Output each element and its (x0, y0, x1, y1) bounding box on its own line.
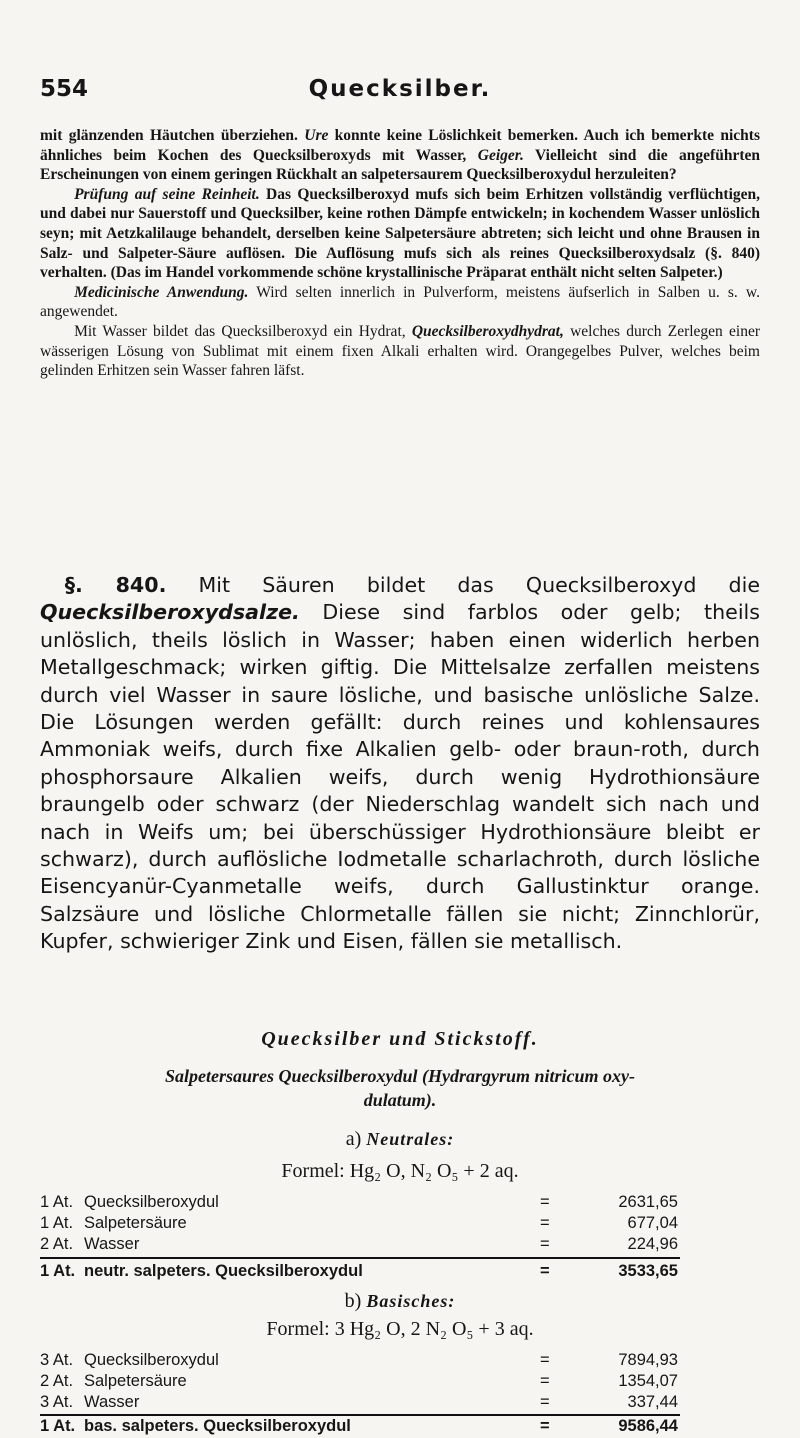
neutral-label: a) Neutrales: (345, 1128, 455, 1150)
neutral-formula: Formel: Hg₂ O, N₂ O₅ + 2 aq. (281, 1160, 519, 1182)
basic-formula: Formel: 3 Hg₂ O, 2 N₂ O₅ + 3 aq. (266, 1318, 534, 1340)
table-row: 3 At. Wasser = 337,44 (40, 1393, 678, 1411)
compound-title: Salpetersaures Quecksilberoxydul (Hydrargyrum nitricum oxy- dulatum). (164, 1066, 636, 1110)
page-header (40, 76, 760, 112)
table-total-row: 1 At. bas. salpeters. Quecksilberoxydul = 9586,44 (40, 1417, 678, 1435)
running-title: Quecksilber. (308, 76, 492, 102)
table-row: 1 At. Salpetersäure = 677,04 (40, 1214, 678, 1232)
table-rule (40, 1257, 680, 1259)
section-heading: Quecksilber und Stickstoff. (261, 1028, 539, 1050)
hydrat-paragraph: Mit Wasser bildet das Quecksilberoxyd ein Hydrat, Quecksilberoxydhydrat, welches durch Zerlegen einer wässerigen Lösung von Sublimat mit einem fixen Alkali erhalten wird. Orangegelbes Pulver, welches beim gelinden Erhitzen sein Wasser fahren läfst. (40, 322, 761, 380)
table-row: 3 At. Quecksilberoxydul = 7894,93 (40, 1351, 678, 1369)
section-840: §. 840. Mit Säuren bildet das Quecksilberoxyd die Quecksilberoxydsalze. Diese sind farblos oder gelb; theils unlöslich, theils löslich in Wasser; haben einen widerlich herben Metallgeschmack; wirken giftig. Die Mittelsalze zerfallen meistens durch viel Wasser in saure lösliche, und basische unlösliche Salze. Die Lösungen werden gefällt: durch reines und kohlensaures Ammoniak weifs, durch fixe Alkalien gelb- oder braun-roth, durch phosphorsaure Alkalien weifs, durch wenig Hydrothionsäure braungelb oder schwarz (der Niederschlag wandelt sich nach und nach in Weifs um; bei überschüssiger Hydrothionsäure bleibt er schwarz), durch auflösliche Iodmetalle scharlachroth, durch lösliche Eisencyanür-Cyanmetalle weifs, durch Gallustinktur orange. Salzsäure und lösliche Chlormetalle fällen sie nicht; Zinnchlorür, Kupfer, schwieriger Zink und Eisen, fällen sie metallisch. (40, 573, 760, 954)
neutral-table (40, 1193, 760, 1283)
section-term: Quecksilberoxydsalze. (40, 600, 300, 625)
table-row: 2 At. Wasser = 224,96 (40, 1235, 678, 1253)
section-number: §. 840. (64, 573, 167, 597)
table-row: 2 At. Salpetersäure = 1354,07 (40, 1372, 678, 1390)
page-number: 554 (40, 76, 89, 102)
table-rule (40, 1414, 680, 1416)
anwendung-paragraph: Medicinische Anwendung. Wird selten innerlich in Pulverform, meistens äufserlich in Salben u. s. w. angewendet. (40, 283, 760, 321)
table-row: 1 At. Quecksilberoxydul = 2631,65 (40, 1193, 678, 1211)
basic-label: b) Basisches: (344, 1290, 456, 1312)
small-text-block (40, 126, 760, 381)
intro-paragraph: mit glänzenden Häutchen überziehen. Ure konnte keine Löslichkeit bemerken. Auch ich bemerkte nichts ähnliches beim Kochen des Quecksilberoxyds mit Wasser, Geiger. Vielleicht sind die angeführten Erscheinungen von einem geringen Rückhalt an salpetersaurem Quecksilberoxydul herzuleiten? (40, 127, 760, 184)
basic-table (40, 1351, 760, 1438)
table-total-row: 1 At. neutr. salpeters. Quecksilberoxydul = 3533,65 (40, 1262, 678, 1280)
pruefung-paragraph: Prüfung auf seine Reinheit. Das Quecksilberoxyd mufs sich beim Erhitzen vollständig verflüchtigen, und dabei nur Sauerstoff und Quecksilber, keine rothen Dämpfe entwickeln; in kochendem Wasser unlöslich seyn; mit Aetzkalilauge behandelt, derselben keine Salpetersäure abtreten; sich leicht und ohne Brausen in Salz- und Salpeter-Säure auflösen. Die Auflösung mufs sich als reines Quecksilberoxydsalz (§. 840) verhalten. (Das im Handel vorkommende schöne krystallinische Präparat enthält nicht selten Salpeter.) (40, 185, 760, 282)
